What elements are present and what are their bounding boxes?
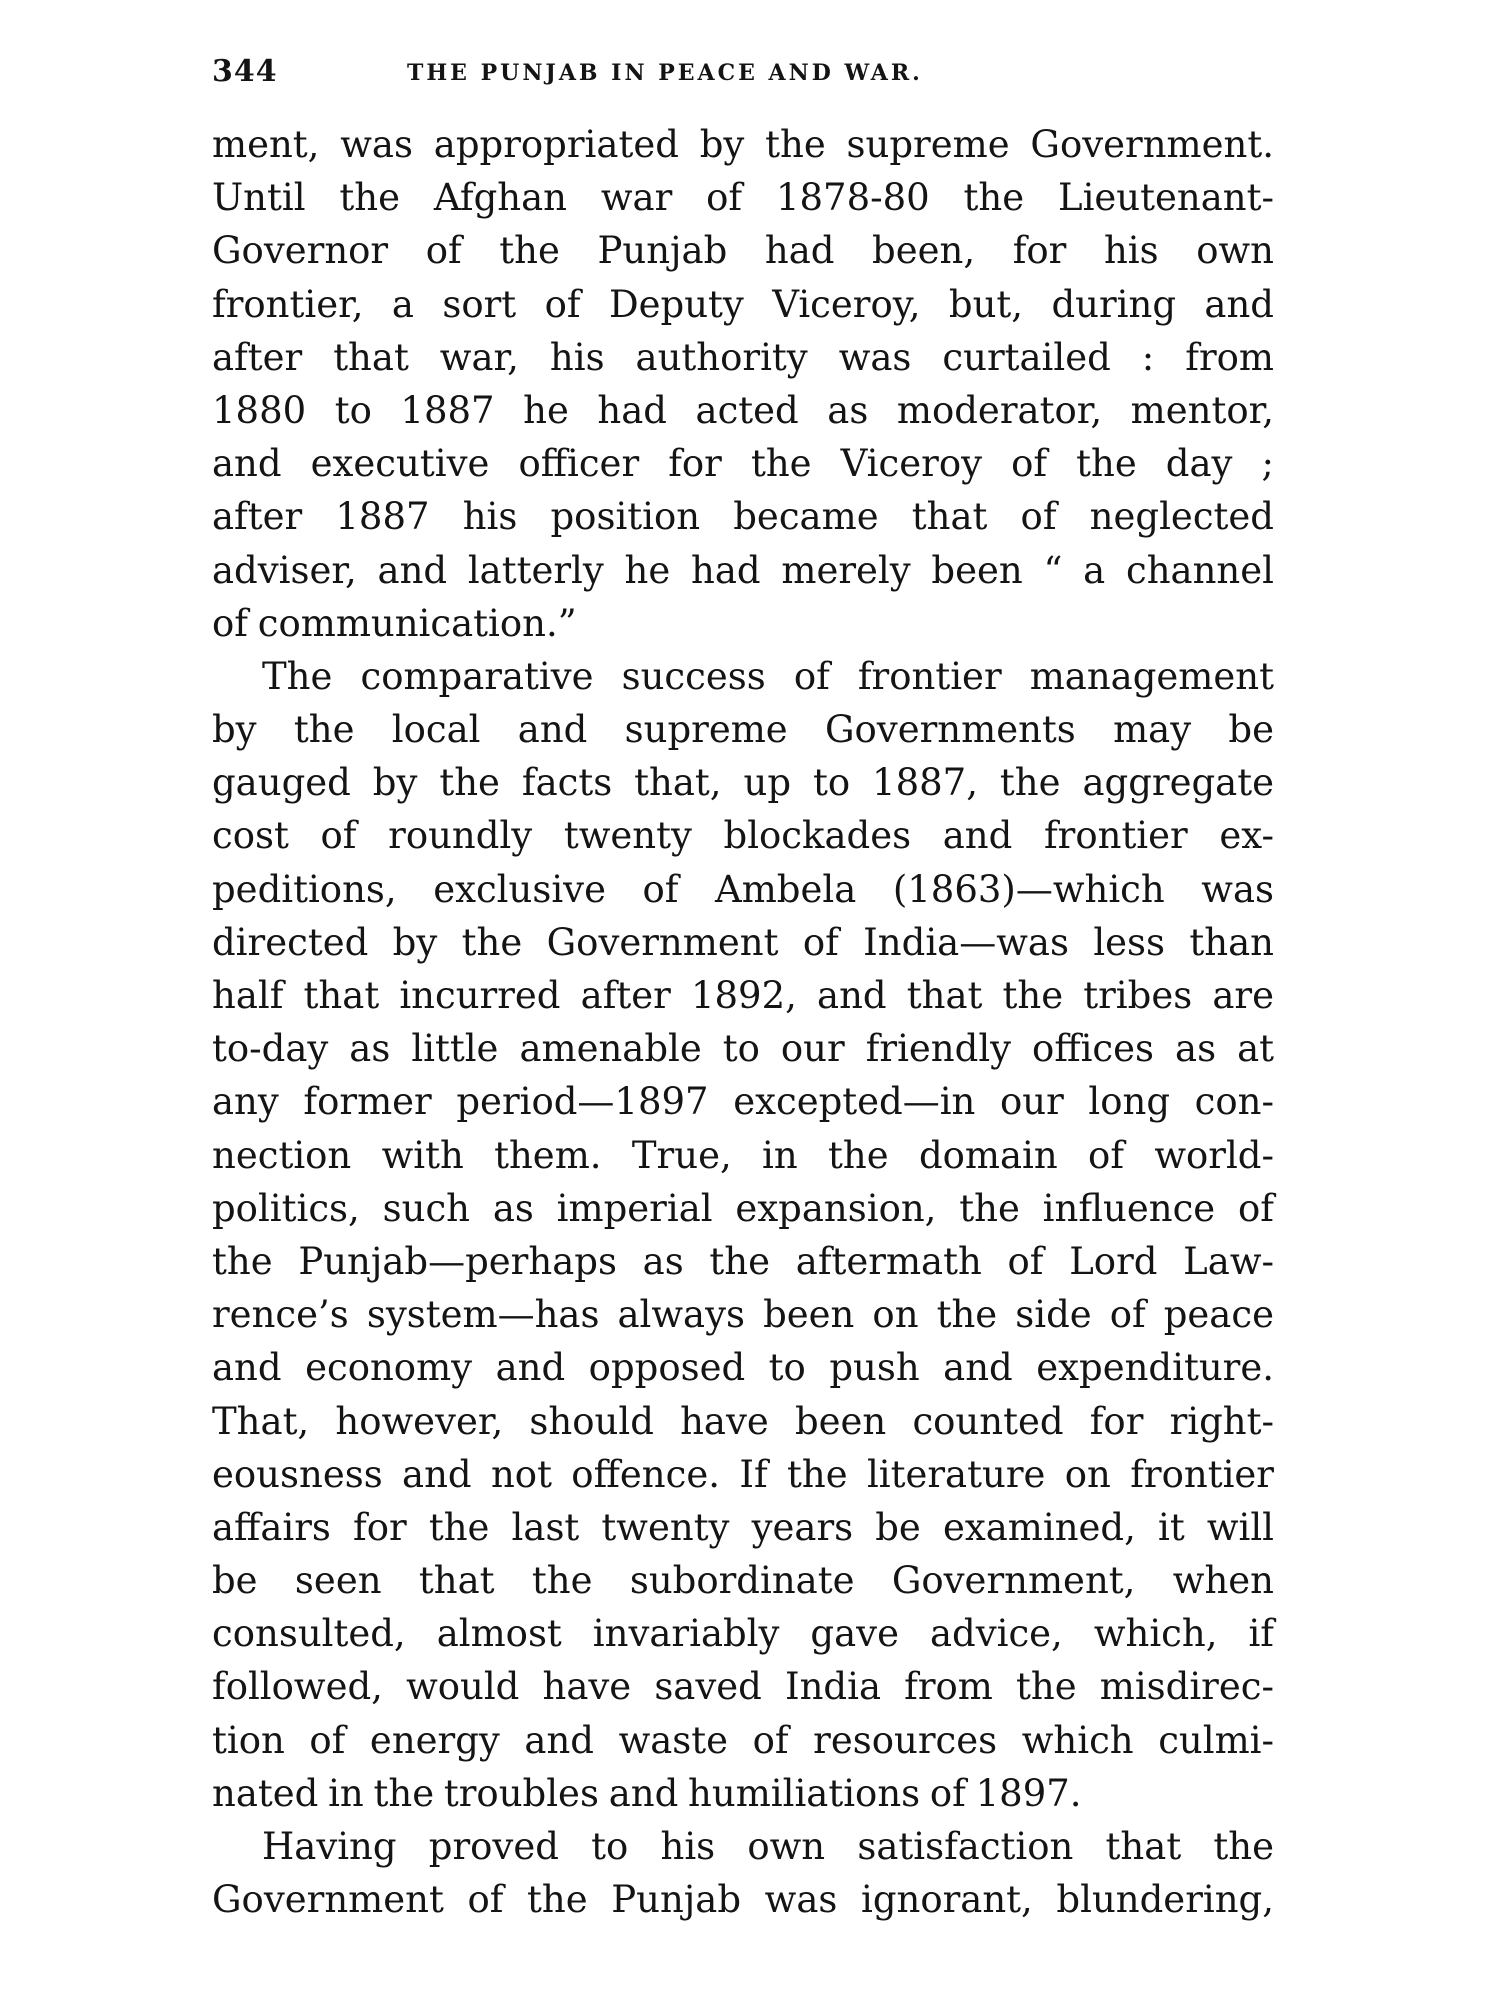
text-line: frontier, a sort of Deputy Viceroy, but, during and xyxy=(212,282,1274,326)
text-line: cost of roundly twenty blockades and frontier ex- xyxy=(212,814,1274,858)
text-line: nection with them. True, in the domain of world- xyxy=(212,1133,1274,1177)
text-line: nated in the troubles and humiliations of 1897. xyxy=(212,1771,1082,1815)
text-line: Until the Afghan war of 1878-80 the Lieutenant- xyxy=(212,176,1274,220)
text-line: rence’s system—has always been on the side of peace xyxy=(212,1293,1274,1337)
text-line: directed by the Government of India—was less than xyxy=(212,920,1274,964)
paragraph-2 xyxy=(212,650,1274,1820)
text-line: half that incurred after 1892, and that the tribes are xyxy=(212,974,1274,1017)
text-line: and executive officer for the Viceroy of the day ; xyxy=(212,442,1274,486)
text-line: after that war, his authority was curtailed : from xyxy=(212,335,1274,379)
text-line: affairs for the last twenty years be examined, it will xyxy=(212,1505,1274,1549)
text-line: The comparative success of frontier management xyxy=(262,654,1274,698)
text-line: ment, was appropriated by the supreme Government. xyxy=(212,123,1274,166)
book-page xyxy=(212,54,1274,1926)
paragraph-1 xyxy=(212,118,1274,650)
text-line: any former period—1897 excepted—in our long con- xyxy=(212,1080,1274,1124)
text-line: by the local and supreme Governments may be xyxy=(212,708,1274,752)
running-title: THE PUNJAB IN PEACE AND WAR. xyxy=(407,60,923,86)
page-number: 344 xyxy=(212,54,278,89)
text-line: consulted, almost invariably gave advice, which, if xyxy=(212,1612,1274,1656)
running-head xyxy=(212,54,1274,94)
text-line: and economy and opposed to push and expenditure. xyxy=(212,1346,1274,1390)
text-line: Government of the Punjab was ignorant, blundering, xyxy=(212,1878,1274,1922)
text-line: followed, would have saved India from the misdirec- xyxy=(212,1665,1274,1709)
text-line: politics, such as imperial expansion, the influence of xyxy=(212,1186,1274,1230)
text-line: to-day as little amenable to our friendly offices as at xyxy=(212,1027,1274,1071)
text-line: tion of energy and waste of resources which culmi- xyxy=(212,1718,1274,1762)
text-line: gauged by the facts that, up to 1887, the aggregate xyxy=(212,761,1274,805)
text-line: Governor of the Punjab had been, for his own xyxy=(212,229,1274,273)
text-line: of communication.” xyxy=(212,601,577,645)
text-line: 1880 to 1887 he had acted as moderator, mentor, xyxy=(212,388,1274,432)
text-line: the Punjab—perhaps as the aftermath of Lord Law- xyxy=(212,1239,1274,1283)
paragraph-3 xyxy=(212,1820,1274,1926)
text-line: eousness and not offence. If the literature on frontier xyxy=(212,1452,1274,1496)
text-line: after 1887 his position became that of neglected xyxy=(212,495,1274,539)
text-line: be seen that the subordinate Government, when xyxy=(212,1559,1274,1603)
text-line: That, however, should have been counted for right- xyxy=(212,1399,1274,1443)
text-line: peditions, exclusive of Ambela (1863)—which was xyxy=(212,867,1274,911)
text-line: Having proved to his own satisfaction that the xyxy=(262,1825,1274,1868)
text-line: adviser, and latterly he had merely been “ a channel xyxy=(212,548,1274,592)
